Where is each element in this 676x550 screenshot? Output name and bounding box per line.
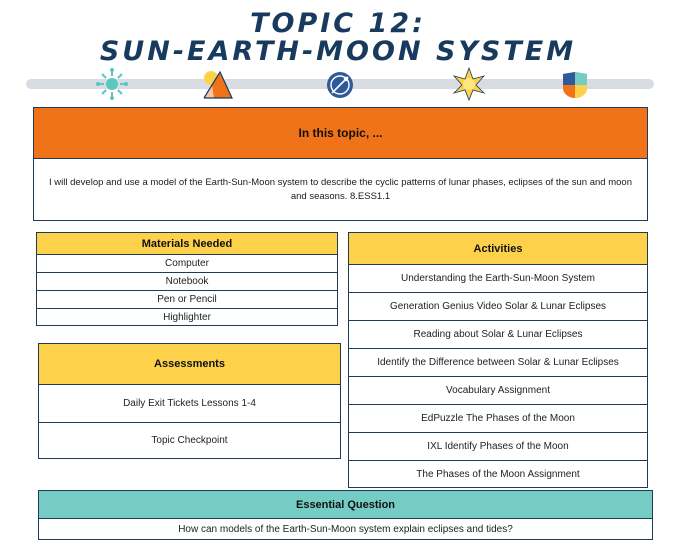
materials-heading: Materials Needed — [37, 233, 337, 254]
assessments-item: Daily Exit Tickets Lessons 1-4 — [39, 384, 340, 422]
activities-box — [348, 232, 648, 488]
activities-heading: Activities — [349, 233, 647, 264]
moon-orbit-icon — [325, 70, 355, 100]
activities-item: IXL Identify Phases of the Moon — [349, 432, 647, 460]
title-line-1: TOPIC 12: — [250, 8, 426, 39]
activities-item: Understanding the Earth-Sun-Moon System — [349, 264, 647, 292]
essential-question: How can models of the Earth-Sun-Moon system explain eclipses and tides? — [39, 518, 652, 539]
intro-body: I will develop and use a model of the Earth-Sun-Moon system to describe the cyclic patterns of lunar phases, eclipses of the sun and moon and seasons. 8.ESS1.1 — [34, 158, 647, 220]
activities-item: Vocabulary Assignment — [349, 376, 647, 404]
assessments-heading: Assessments — [39, 344, 340, 384]
activities-item: Reading about Solar & Lunar Eclipses — [349, 320, 647, 348]
shield-icon — [560, 70, 590, 100]
page-title — [0, 10, 676, 66]
assessments-item: Topic Checkpoint — [39, 422, 340, 458]
materials-item: Notebook — [37, 272, 337, 290]
sun-icon — [96, 68, 128, 100]
essential-box — [38, 490, 653, 540]
title-line-2: SUN-EARTH-MOON SYSTEM — [99, 36, 577, 67]
activities-item: Identify the Difference between Solar & Lunar Eclipses — [349, 348, 647, 376]
assessments-box — [38, 343, 341, 459]
materials-item: Highlighter — [37, 308, 337, 325]
intro-box — [33, 107, 648, 221]
materials-item: Computer — [37, 254, 337, 272]
activities-item: EdPuzzle The Phases of the Moon — [349, 404, 647, 432]
activities-item: The Phases of the Moon Assignment — [349, 460, 647, 487]
mountain-icon — [200, 68, 234, 100]
intro-heading: In this topic, ... — [34, 108, 647, 158]
materials-item: Pen or Pencil — [37, 290, 337, 308]
activities-item: Generation Genius Video Solar & Lunar Eclipses — [349, 292, 647, 320]
star-icon — [451, 66, 487, 102]
essential-heading: Essential Question — [39, 491, 652, 518]
materials-box — [36, 232, 338, 326]
